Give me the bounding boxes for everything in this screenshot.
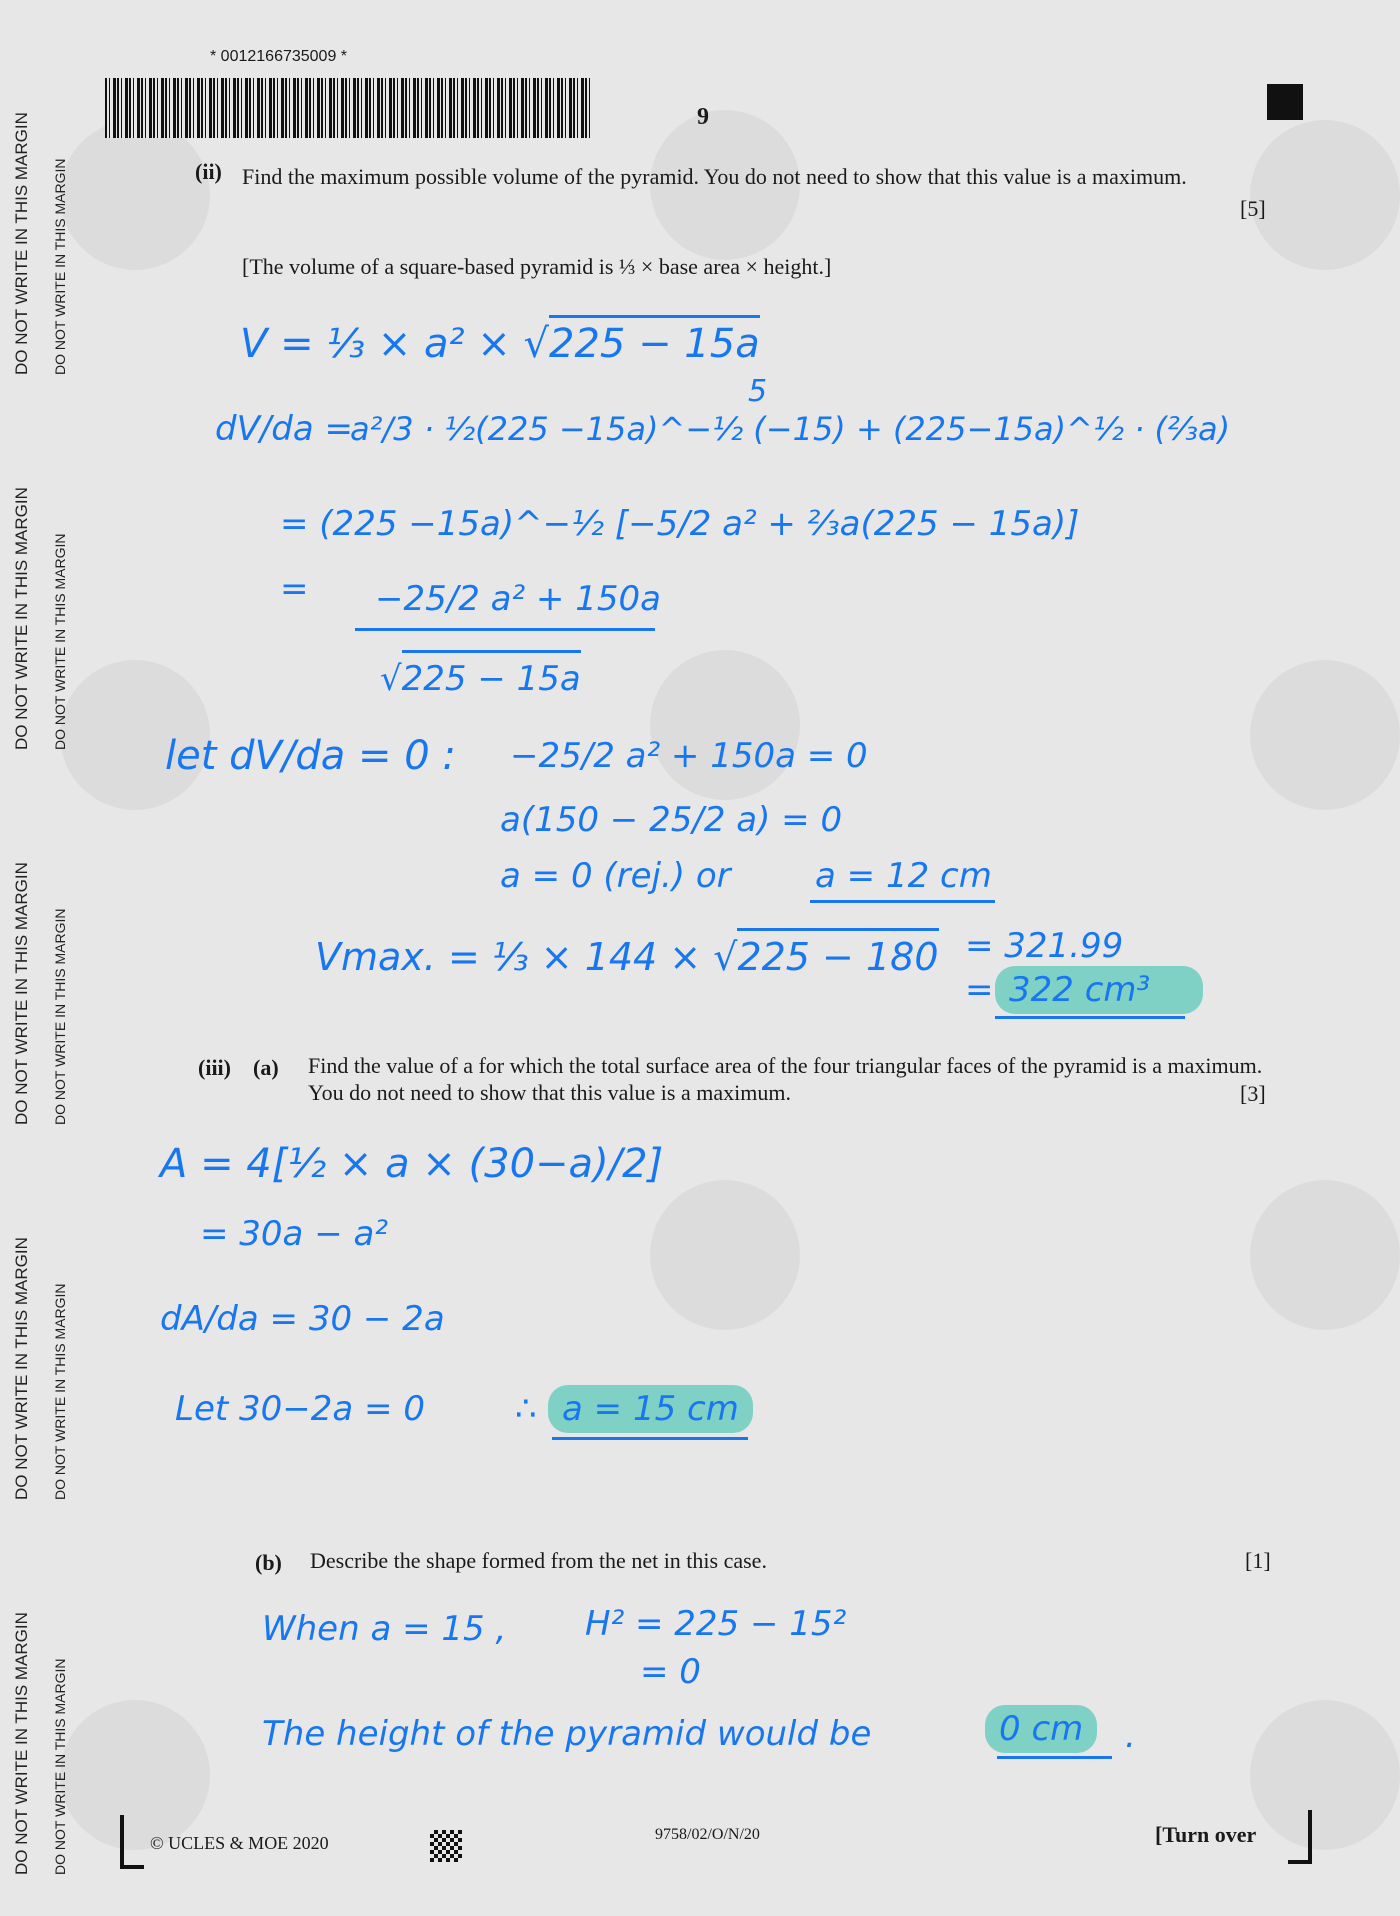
working-fraction-denominator: √225 − 15a [380,650,581,703]
barcode-number: * 0012166735009 * [210,48,348,65]
working-eq-sign: = [280,569,309,609]
working-vmax-eq: = [965,970,994,1010]
working-factor: a(150 − 25/2 a) = 0 [500,800,843,840]
working-conclusion-end: . [1125,1716,1136,1756]
working-derivative-rhs: a²/3 · ½(225 −15a)^−½ (−15) + (225−15a)^½ · (⅔a) [350,410,1231,448]
corner-bracket-right [1288,1810,1312,1864]
margin-warning: DO NOT WRITE IN THIS MARGIN [12,1612,31,1875]
final-answer-volume: 322 cm³ [995,966,1203,1014]
margin-warning: DO NOT WRITE IN THIS MARGIN [12,1237,31,1500]
working-height-zero: = 0 [640,1652,701,1692]
working-cancel-note: 5 [748,374,768,409]
working-roots: a = 0 (rej.) or [500,856,731,896]
working-derivative-lhs: dV/da = [215,409,354,449]
working-volume-formula: V = ⅓ × a² × √225 − 15a [240,315,760,368]
margin-warning: DO NOT WRITE IN THIS MARGIN [52,1283,68,1500]
working-factorised: = (225 −15a)^−½ [−5/2 a² + ⅔a(225 − 15a)] [280,504,1080,544]
working-root-answer: a = 12 cm [815,856,992,896]
question-sublabel-a: (a) [253,1055,279,1080]
marks-ii: [5] [1240,196,1266,221]
working-height-squared: H² = 225 − 15² [585,1604,847,1644]
working-area-set-zero: Let 30−2a = 0 [175,1389,425,1429]
working-area-simplified: = 30a − a² [200,1214,388,1254]
question-label-ii: (ii) [195,159,222,184]
margin-warning: DO NOT WRITE IN THIS MARGIN [52,908,68,1125]
working-set-zero-lhs: let dV/da = 0 : [165,733,456,779]
question-text-ii: Find the maximum possible volume of the pyramid. You do not need to show that this value is a maximum. [242,164,1187,189]
marks-iii-b: [1] [1245,1548,1271,1573]
working-vmax-result: = 321.99 [965,926,1124,966]
margin-warning: DO NOT WRITE IN THIS MARGIN [12,487,31,750]
watermark-logo [1250,1180,1400,1330]
working-conclusion: The height of the pyramid would be [262,1714,872,1754]
working-fraction-numerator: −25/2 a² + 150a [375,579,661,619]
margin-warning: DO NOT WRITE IN THIS MARGIN [12,112,31,375]
working-set-zero-rhs: −25/2 a² + 150a = 0 [510,736,868,776]
margin-warning: DO NOT WRITE IN THIS MARGIN [12,862,31,1125]
final-answer-height: 0 cm [985,1705,1097,1753]
question-sublabel-b: (b) [255,1550,282,1575]
answer-underline [552,1437,748,1440]
page-number: 9 [697,104,709,130]
barcode [105,78,590,138]
answer-underline [995,1016,1185,1019]
watermark-logo [650,1180,800,1330]
question-text-iii-b: Describe the shape formed from the net in this case. [310,1548,767,1573]
marks-iii-a: [3] [1240,1081,1266,1106]
corner-marker [1267,84,1303,120]
watermark-logo [1250,1700,1400,1850]
footer-copyright: © UCLES & MOE 2020 [150,1833,329,1853]
watermark-logo [60,120,210,270]
answer-underline [810,900,995,903]
footer-paper-code: 9758/02/O/N/20 [655,1826,760,1843]
corner-bracket-left [120,1815,144,1869]
watermark-logo [1250,120,1400,270]
therefore-symbol: ∴ [515,1389,537,1429]
answer-underline [997,1756,1112,1759]
question-label-iii: (iii) [198,1055,231,1080]
working-area-formula: A = 4[½ × a × (30−a)/2] [160,1141,664,1187]
question-text-iii-a: Find the value of a for which the total surface area of the four triangular faces of the pyramid is a maximum. You do not need to show that this value is a maximum. [308,1053,1263,1105]
working-area-derivative: dA/da = 30 − 2a [160,1299,445,1339]
margin-warning: DO NOT WRITE IN THIS MARGIN [52,533,68,750]
working-when-a: When a = 15 , [262,1609,507,1649]
watermark-logo [1250,660,1400,810]
margin-warning: DO NOT WRITE IN THIS MARGIN [52,1658,68,1875]
footer-turn-over: [Turn over [1155,1822,1257,1847]
hint-text-ii: [The volume of a square-based pyramid is ⅓ × base area × height.] [242,254,832,279]
margin-warning: DO NOT WRITE IN THIS MARGIN [52,158,68,375]
working-vmax: Vmax. = ⅓ × 144 × √225 − 180 [315,928,939,981]
fraction-bar [355,628,655,631]
datamatrix-code [430,1830,462,1862]
final-answer-a: a = 15 cm [548,1385,753,1433]
